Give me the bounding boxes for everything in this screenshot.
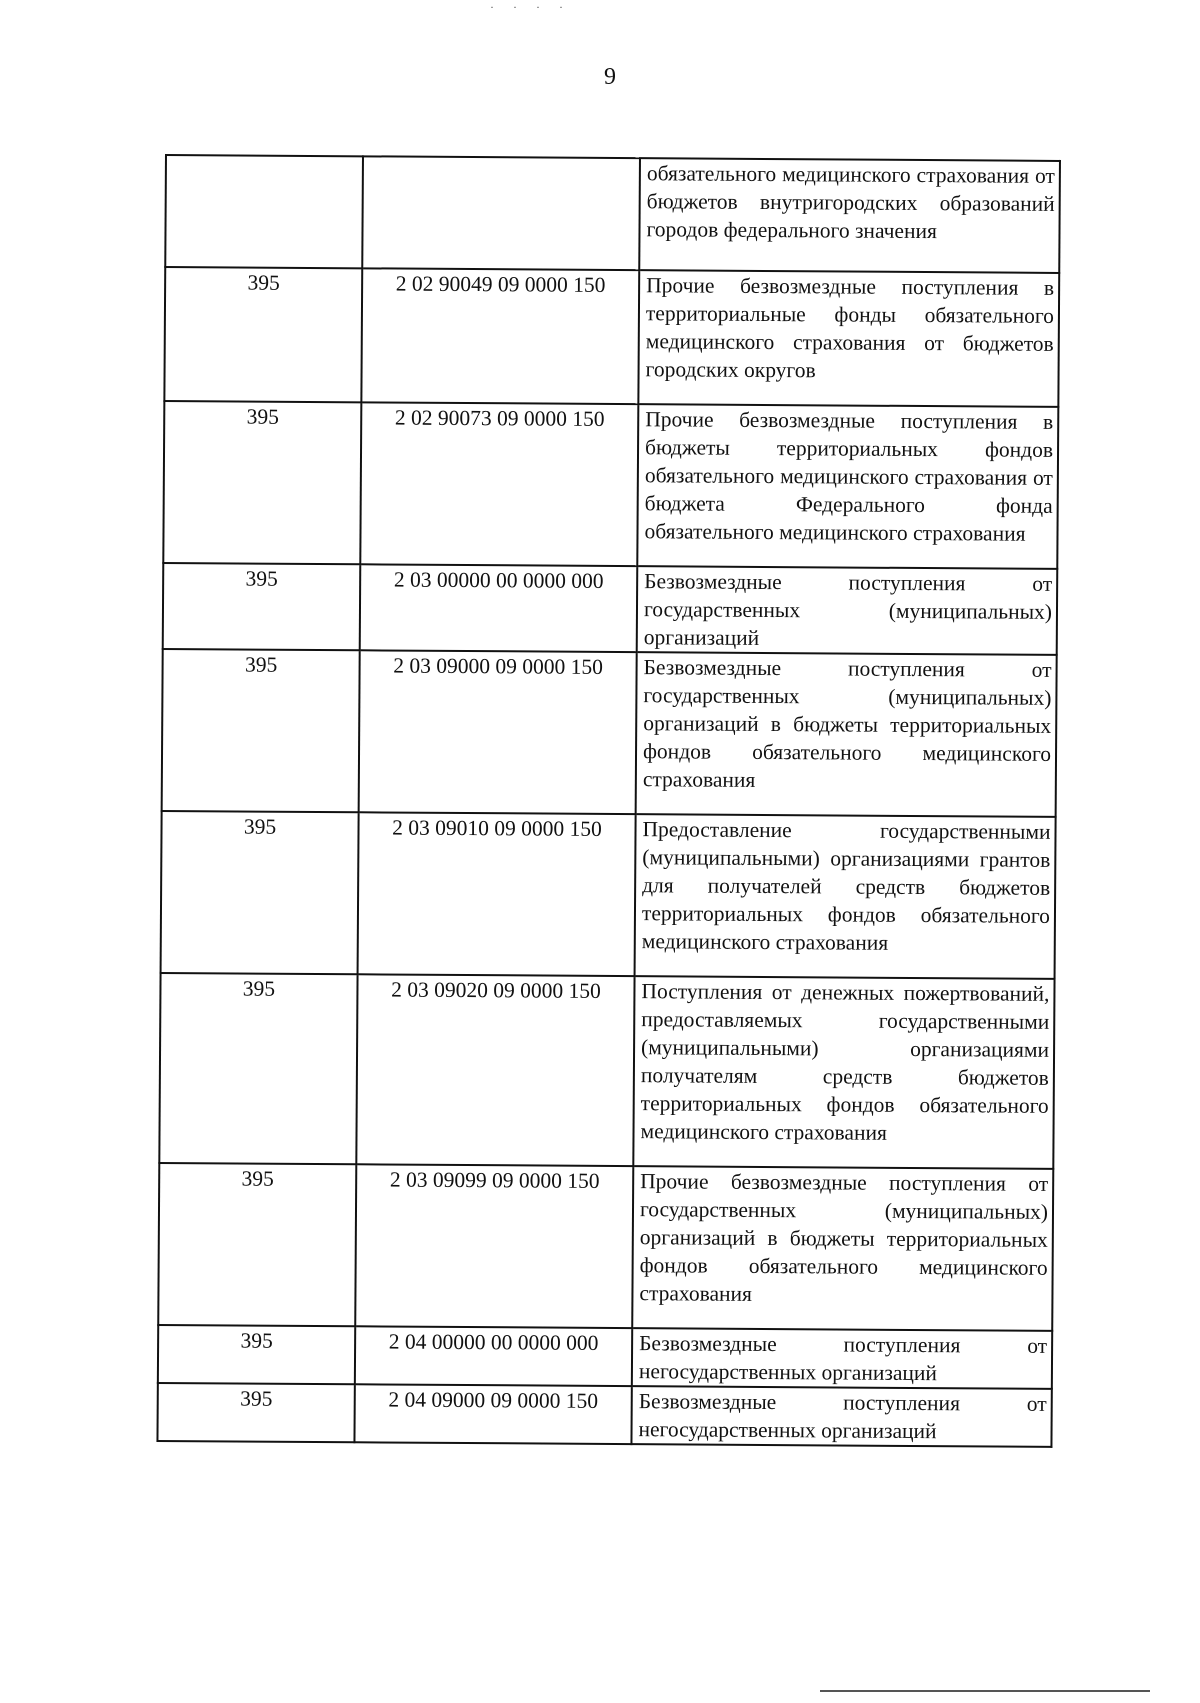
revenue-name-text: Прочие безвозмездные поступления в бюджеты территориальных фондов обязательного медицинского страхования от бюджета Федерального фонда обязательного медицинского страхования	[644, 407, 1054, 546]
revenue-name-cell	[636, 652, 1057, 817]
revenue-code-cell	[354, 1384, 631, 1444]
admin-code-cell	[164, 267, 362, 402]
page-number: 9	[604, 64, 616, 90]
revenue-name-text: Безвозмездные поступления от негосударственных организаций	[638, 1331, 1048, 1386]
admin-code-cell	[163, 563, 361, 650]
revenue-code-cell	[360, 402, 638, 566]
table-body	[157, 155, 1060, 1447]
table-row	[163, 401, 1058, 569]
revenue-code-text: 2 04 00000 00 0000 000	[388, 1329, 599, 1355]
revenue-code-text: 2 03 09000 09 0000 150	[393, 653, 603, 679]
admin-code-cell	[159, 973, 357, 1164]
revenue-name-text: обязательного медицинского страхования от бюджетов внутригородских образований городов федерального значения	[646, 161, 1055, 244]
revenue-name-text: Прочие безвозмездные поступления от государственных (муниципальных) организаций в бюджеты территориальных фондов обязательного медицинского страхования	[639, 1169, 1049, 1306]
revenue-code-text: 2 03 09099 09 0000 150	[389, 1167, 600, 1193]
revenue-code-cell	[355, 1164, 633, 1328]
table-row	[165, 155, 1060, 273]
revenue-name-text: Предоставление государственными (муниципальными) организациями грантов для получателей средств бюджетов территориальных фондов обязательного медицинского страхования	[641, 817, 1051, 955]
revenue-code-text: 2 02 90073 09 0000 150	[394, 405, 605, 431]
admin-code-text: 395	[243, 814, 277, 839]
revenue-code-cell	[358, 812, 636, 976]
admin-code-text: 395	[244, 652, 278, 677]
revenue-name-text: Безвозмездные поступления от негосударственных организаций	[638, 1389, 1047, 1444]
table-row	[164, 267, 1059, 407]
admin-code-text: 395	[240, 1328, 273, 1353]
admin-code-text: 395	[247, 270, 280, 295]
revenue-code-cell	[362, 156, 640, 270]
revenue-code-cell	[361, 268, 639, 404]
revenue-name-text: Безвозмездные поступления от государственных (муниципальных) организаций в бюджеты территориальных фондов обязательного медицинского страхования	[642, 655, 1052, 792]
admin-code-cell	[157, 1383, 354, 1442]
scan-artifact-dots: · · · ·	[490, 0, 571, 14]
revenue-name-text: Безвозмездные поступления от государственных (муниципальных) организаций	[643, 569, 1053, 650]
table-row	[158, 1163, 1053, 1331]
revenue-name-cell	[638, 270, 1059, 407]
admin-code-text: 395	[240, 1386, 273, 1411]
revenue-code-cell	[355, 1326, 632, 1386]
revenue-name-text: Прочие безвозмездные поступления в территориальные фонды обязательного медицинского страхования от бюджетов городских округов	[645, 273, 1055, 383]
table-row	[162, 649, 1057, 817]
revenue-name-cell	[637, 404, 1058, 569]
admin-code-cell	[158, 1325, 355, 1384]
admin-code-cell	[163, 401, 361, 564]
revenue-name-cell	[632, 1328, 1052, 1389]
revenue-name-cell	[631, 1386, 1051, 1447]
revenue-name-text: Поступления от денежных пожертвований, предоставляемых государственными (муниципальными) организациями получателям средств бюджетов территориальных фондов обязательного медицинского страхования	[640, 979, 1050, 1145]
admin-code-text	[167, 156, 362, 157]
table-row	[157, 1383, 1051, 1447]
revenue-code-text: 2 04 09000 09 0000 150	[388, 1387, 599, 1413]
revenue-name-cell	[639, 158, 1060, 273]
admin-code-cell	[161, 811, 359, 974]
table-row	[161, 811, 1056, 979]
scan-artifact-line	[820, 1690, 1150, 1692]
admin-code-cell	[165, 155, 363, 268]
revenue-code-cell	[360, 564, 638, 652]
admin-code-text: 395	[241, 1166, 274, 1191]
table-row	[158, 1325, 1052, 1389]
revenue-name-cell	[637, 566, 1058, 655]
revenue-name-cell	[635, 814, 1056, 979]
table-row	[159, 973, 1054, 1169]
admin-code-text: 395	[246, 404, 279, 429]
admin-code-text: 395	[245, 566, 278, 591]
admin-code-cell	[162, 649, 360, 812]
admin-code-cell	[158, 1163, 356, 1326]
revenue-code-text: 2 03 09010 09 0000 150	[392, 815, 602, 841]
revenue-code-cell	[356, 974, 634, 1166]
revenue-code-text: 2 02 90049 09 0000 150	[395, 271, 606, 297]
budget-classification-table	[156, 154, 1061, 1448]
revenue-code-text: 2 03 09020 09 0000 150	[391, 977, 601, 1003]
revenue-name-cell	[632, 1166, 1053, 1331]
revenue-code-cell	[359, 650, 637, 814]
revenue-name-cell	[633, 976, 1054, 1169]
revenue-code-text: 2 03 00000 00 0000 000	[393, 567, 604, 593]
admin-code-text: 395	[242, 976, 276, 1001]
table-row	[163, 563, 1058, 655]
revenue-code-text	[364, 157, 639, 159]
